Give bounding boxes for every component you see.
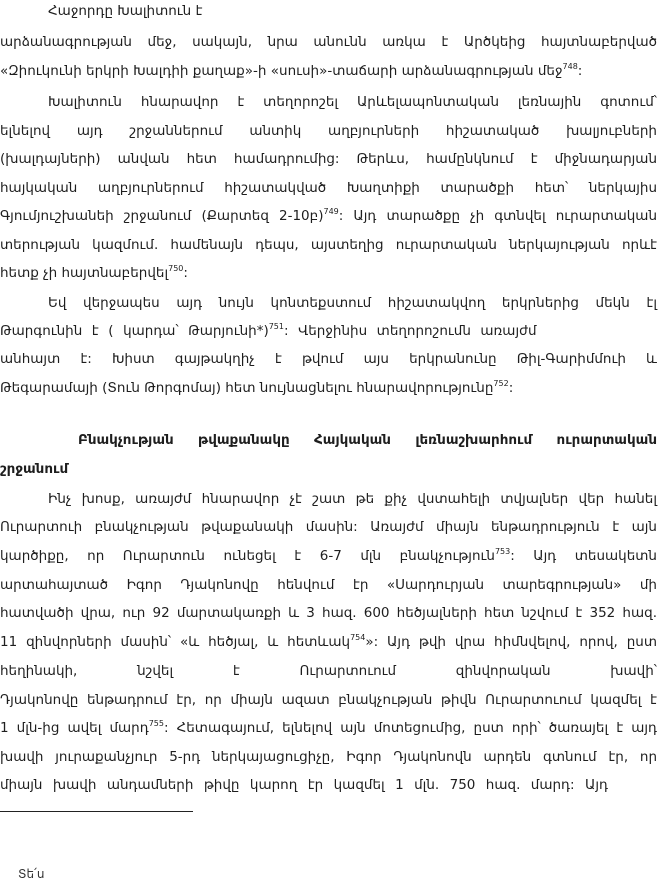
line-text: տերության կազմում. համենայն դեպս, այստեղից ուրարտական ներկայության որևէ [0, 237, 657, 253]
line-text: ելնելով այդ շրջաններում անտիկ աղբյուրների հիշատակած խալյուբների [0, 123, 657, 139]
line-text: (խալդայների) անվան հետ համադրումից: Թերևս, համընկնում է միջնադարյան [0, 151, 657, 167]
paragraph-line [0, 662, 659, 680]
paragraph-line [0, 179, 659, 197]
line-text-tail: : [508, 380, 514, 396]
footnote-reference[interactable]: 755 [148, 719, 164, 728]
paragraph-line [0, 379, 659, 397]
paragraph-line [0, 776, 659, 794]
line-text: 1 մլն-ից ավել մարդ [0, 720, 149, 736]
line-text-tail: : Այդ տեսակետն [510, 548, 657, 564]
line-text-tail: : Վերջինիս տեղորոշումն առայժմ [284, 323, 537, 339]
paragraph-line [0, 490, 659, 508]
paragraph-line [0, 633, 659, 651]
line-text: Գյումյուշխանեի շրջանում (Քարտեզ 2-10բ) [0, 208, 324, 224]
line-text-tail: : Այդ տարածքը չի գտնվել ուրարտական [338, 208, 657, 224]
line-text: հետք չի հայտնաբերվել [0, 265, 169, 281]
line-text: արձանագրության մեջ, սակայն, նրա անունն առկա է Արծկեից հայտնաբերված [0, 34, 657, 50]
line-text: հատվածի վրա, ուր 92 մարտակառքի և 3 հազ. 600 հեծյալների հետ նշվում է 352 հազ. [0, 605, 657, 621]
line-text: Թեգարամայի (Տուն Թորգոմայ) հետ նույնացնելու հնարավորությունը [0, 380, 494, 396]
paragraph-line [0, 93, 659, 111]
paragraph-line [0, 547, 659, 565]
paragraph-line [0, 150, 659, 168]
footnote-reference[interactable]: 754 [350, 633, 366, 642]
line-text: կարծիքը, որ Ուրարտուն ունեցել է 6-7 մլն բնակչություն [0, 548, 495, 564]
footnote-separator [0, 811, 193, 812]
paragraph-line [0, 264, 659, 282]
line-text: խավի յուրաքանչյուր 5-րդ ներկայացուցիչը, Իգոր Դյակոնովն արդեն գտնում էր, որ [0, 749, 657, 765]
paragraph-line [0, 350, 659, 368]
line-text: անհայտ է: Խիստ գայթակղիչ է թվում այս երկրանունը Թիլ-Գարիմմուի և [0, 351, 657, 367]
line-text-tail: : [577, 63, 583, 79]
paragraph-line [0, 2, 659, 20]
line-text: Ուրարտուի բնակչության թվաքանակի մասին: Առայժմ միայն ենթադրություն է այն [0, 519, 657, 535]
paragraph-line [0, 294, 659, 312]
line-text-tail: »: Այդ թվի վրա հիմնվելով, որով, ըստ [365, 634, 657, 650]
paragraph-line [0, 33, 659, 51]
line-text: Թարգունին է ( կարդա՝ Թարյունի*) [0, 323, 269, 339]
line-text: Դյակոնովը ենթադրում էր, որ միայն ազատ բնակչության թիվն Ուրարտուում կազմել է [0, 692, 657, 708]
footnote-reference[interactable]: 750 [168, 264, 184, 273]
footnote-reference[interactable]: 748 [562, 62, 578, 71]
line-text: Հաջորդը Խալիտուն է [48, 3, 203, 19]
paragraph-line [0, 518, 659, 536]
line-text: արտահայտած Իգոր Դյակոնովը հենվում էր «Սարդուրյան տարեգրության» մի [0, 577, 657, 593]
line-text: հայկական աղբյուրներում հիշատակված Խաղտիքի տարածքի հետ՝ ներկայիս [0, 180, 657, 196]
footnote-reference[interactable]: 751 [268, 322, 284, 331]
footnote-reference[interactable]: 749 [323, 207, 339, 216]
line-text: հեղինակի, նշվել է Ուրարտուում զինվորական խավի՝ [0, 663, 657, 679]
paragraph-line [0, 122, 659, 140]
paragraph-line [0, 604, 659, 622]
line-text: «Զիուկունի երկրի Խալդիի քաղաք»-ի «սուսի»-տաճարի արձանագրության մեջ [0, 63, 563, 79]
paragraph-line [0, 236, 659, 254]
line-text: միայն խավի անդամների թիվը կարող էր կազմել 1 մլն. 750 հազ. մարդ: Այդ [0, 777, 608, 793]
footnote-text: Տե՛ս [18, 867, 45, 881]
paragraph-line [0, 62, 659, 80]
paragraph-line [0, 691, 659, 709]
line-text: Ինչ խոսք, առայժմ հնարավոր չէ շատ թե քիչ վստահելի տվյալներ վեր հանել [48, 491, 657, 507]
line-text: Խալիտուն հնարավոր է տեղորոշել Արևելապոնտական լեռնային գոտում՝ [48, 94, 657, 110]
paragraph-line [0, 748, 659, 766]
footnote-reference[interactable]: 753 [494, 547, 511, 556]
section-heading-line [0, 431, 659, 449]
line-text-tail: : [183, 265, 188, 281]
paragraph-line [0, 719, 659, 737]
line-text: Եվ վերջապես այդ նույն կոնտեքստում հիշատակվող երկրներից մեկն էլ [48, 295, 657, 311]
line-text-tail: : Հետագայում, ելնելով այն մոտեցումից, ըստ որի՝ ծառայել է այդ [163, 720, 657, 736]
section-heading-line [0, 460, 659, 478]
line-text: շրջանում [0, 461, 69, 477]
line-text: 11 զինվորների մասին՝ «և հեծյալ, և հետևակ [0, 634, 351, 650]
paragraph-line [0, 322, 659, 340]
footnote-reference[interactable]: 752 [493, 379, 509, 388]
paragraph-line [0, 576, 659, 594]
paragraph-line [0, 207, 659, 225]
line-text: Բնակչության թվաքանակը Հայկական լեռնաշխարհում ուրարտական [78, 432, 657, 448]
